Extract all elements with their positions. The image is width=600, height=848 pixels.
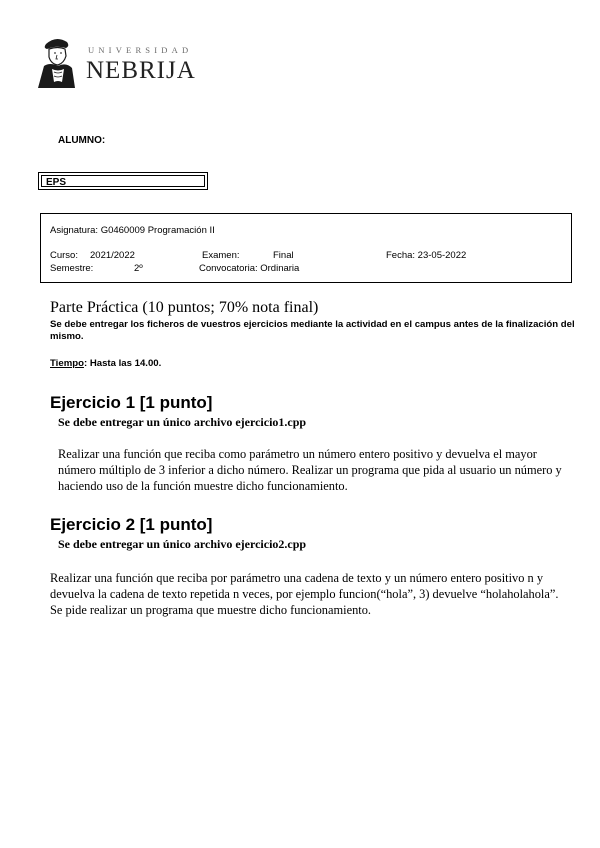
ejercicio-2-text: Realizar una función que reciba por parámetro una cadena de texto y un número entero positivo n y devuelva la cadena de texto repetida n veces, por ejemplo funcion(“hola”, 3) devuelve “holaholahola”. Se pide realizar un programa que muestre dicho funcionamiento. (50, 571, 559, 617)
examen-label: Examen: (202, 250, 240, 261)
ejercicio-1-title: Ejercicio 1 [1 punto] (50, 393, 213, 412)
fecha: Fecha: 23-05-2022 (386, 250, 467, 261)
curso-value: 2021/2022 (90, 250, 135, 261)
alumno-label: ALUMNO: (58, 135, 106, 146)
ejercicio-1-text: Realizar una función que reciba como parámetro un número entero positivo y devuelva el mayor número múltiplo de 3 inferior a dicho número. Realizar un programa que pida al usuario un número y haciendo uso de la función muestre dicho funcionamiento. (58, 447, 562, 493)
tiempo-value: : Hasta las 14.00. (83, 358, 162, 369)
university-label: UNIVERSIDAD (88, 45, 193, 55)
exam-info-box (40, 213, 572, 283)
curso-label: Curso: (50, 250, 78, 261)
university-name: NEBRIJA (86, 57, 196, 84)
asignatura: Asignatura: G0460009 Programación II (50, 225, 215, 236)
ejercicio-2-title: Ejercicio 2 [1 punto] (50, 515, 213, 534)
semestre-label: Semestre: (50, 263, 94, 274)
nebrija-logo-figure (36, 36, 76, 88)
eps-label: EPS (46, 177, 67, 188)
ejercicio-2-subtitle: Se debe entregar un único archivo ejercicio2.cpp (58, 537, 307, 551)
semestre-value: 2º (134, 263, 143, 274)
ejercicio-1-subtitle: Se debe entregar un único archivo ejercicio1.cpp (58, 415, 307, 429)
tiempo (50, 358, 161, 369)
convocatoria: Convocatoria: Ordinaria (199, 263, 300, 274)
tiempo-label: Tiempo (50, 358, 84, 369)
examen-value: Final (273, 250, 294, 261)
parte-practica-description: Se debe entregar los ficheros de vuestros ejercicios mediante la actividad en el campus antes de la finalización del mismo. (50, 319, 575, 342)
parte-practica-title: Parte Práctica (10 puntos; 70% nota final) (50, 299, 319, 316)
